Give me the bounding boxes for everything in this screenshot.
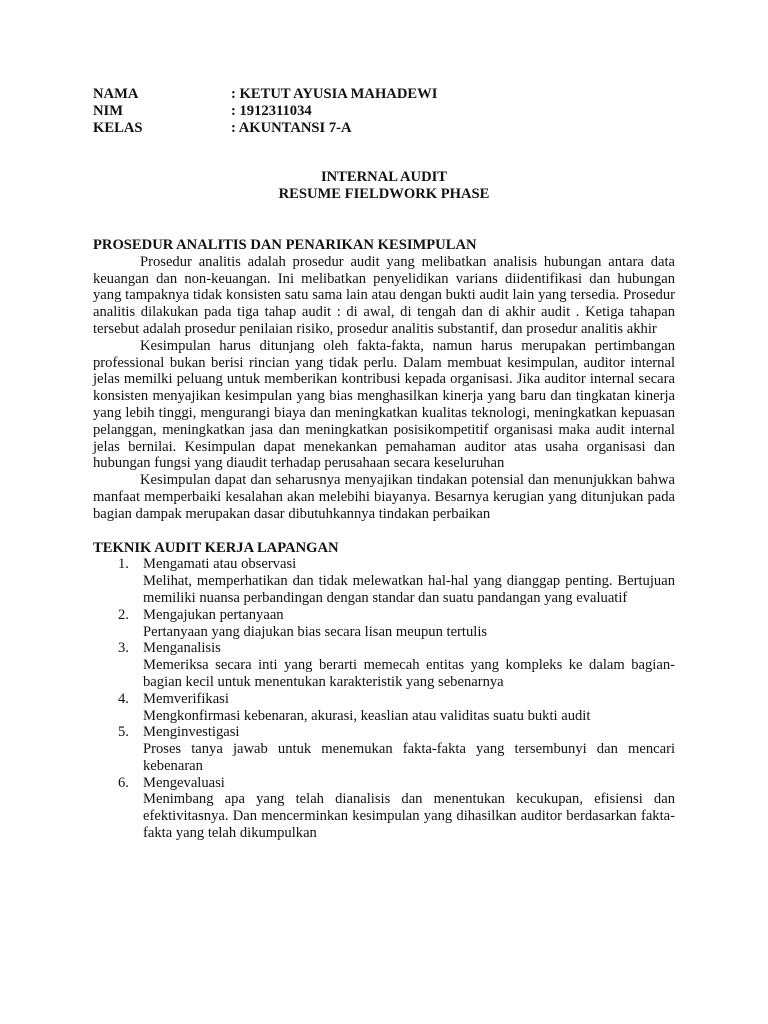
list-item: [93, 556, 675, 606]
list-item-description: Mengkonfirmasi kebenaran, akurasi, keaslian atau validitas suatu bukti audit: [143, 707, 591, 724]
list-item-title: Menginvestigasi: [143, 724, 240, 741]
section-heading-analytical-procedures: PROSEDUR ANALITIS DAN PENARIKAN KESIMPULAN: [93, 236, 477, 253]
list-item-number: 2.: [118, 606, 129, 623]
list-item-number: 3.: [118, 640, 129, 657]
list-item-title: Mengamati atau observasi: [143, 556, 297, 573]
list-item-description: Melihat, memperhatikan dan tidak melewatkan hal-hal yang dianggap penting. Bertujuan memiliki nuansa perbandingan dengan standar dan suatu pandangan yang evaluatif: [143, 573, 675, 606]
list-item-description: Memeriksa secara inti yang berarti memecah entitas yang kompleks ke dalam bagian-bagian kecil untuk menentukan karakteristik yang sebenarnya: [143, 657, 675, 690]
info-value-kelas: : AKUNTANSI 7-A: [231, 119, 352, 136]
list-item-description: Pertanyaan yang diajukan bias secara lisan meupun tertulis: [143, 623, 488, 640]
list-item-title: Memverifikasi: [143, 690, 229, 707]
info-label-nama: NAMA: [93, 86, 139, 102]
paragraph: Kesimpulan dapat dan seharusnya menyajikan tindakan potensial dan menunjukkan bahwa manfaat memperbaiki kesalahan akan melebihi biayanya. Besarnya kerugian yang ditunjukan pada bagian dampak merupakan dasar dibutuhkannya tindakan perbaikan: [93, 472, 675, 522]
technique-list: [93, 556, 675, 842]
document-body: [93, 86, 675, 842]
document-title: INTERNAL AUDIT: [320, 169, 448, 186]
paragraph: Kesimpulan harus ditunjang oleh fakta-fakta, namun harus merupakan pertimbangan professional bukan berisi rincian yang tidak perlu. Dalam membuat kesimpulan, auditor internal jelas memilki peluang untuk memberikan kontribusi kepada organisasi. Jika auditor internal secara konsisten menyajikan kesimpulan yang bias menghasilkan kinerja yang baru dan tingkatan kinerja yang lebih tinggi, mengurangi biaya dan meningkatkan kualitas teknologi, meningkatkan kepuasan pelanggan, meningkatkan jasa dan meningkatkan posisikompetitif organisasi maka audit internal jelas bernilai. Kesimpulan dapat menekankan pemahaman auditor atas usaha organisasi dan hubungan fungsi yang diaudit terhadap perusahaan secara keseluruhan: [93, 337, 675, 472]
info-value-nim: : 1912311034: [231, 102, 312, 119]
student-info: [93, 86, 675, 136]
list-item-title: Mengevaluasi: [143, 774, 225, 791]
list-item: [93, 724, 675, 774]
list-item: [93, 775, 675, 842]
info-label-kelas: KELAS: [93, 119, 143, 136]
list-item: [93, 640, 675, 690]
list-item: [93, 691, 675, 725]
list-item-number: 1.: [118, 556, 129, 573]
document-titles: [93, 169, 675, 203]
list-item-description: Menimbang apa yang telah dianalisis dan menentukan kecukupan, efisiensi dan efektivitasnya. Dan mencerminkan kesimpulan yang dihasilkan auditor berdasarkan fakta-fakta yang telah dikumpulkan: [143, 791, 675, 842]
info-label-nim: NIM: [93, 102, 123, 119]
paragraph: Prosedur analitis adalah prosedur audit yang melibatkan analisis hubungan antara data keuangan dan non-keuangan. Ini melibatkan penyelidikan varians diidentifikasi dan hubungan yang tampaknya tidak konsisten satu sama lain atau dengan bukti audit lain yang tersedia. Prosedur analitis dilakukan pada tiga tahap audit : di awal, di tengah dan di akhir audit . Ketiga tahapan tersebut adalah prosedur penilaian risiko, prosedur analitis substantif, dan prosedur analitis akhir: [93, 253, 675, 337]
list-item-description: Proses tanya jawab untuk menemukan fakta-fakta yang tersembunyi dan mencari kebenaran: [143, 741, 675, 774]
list-item-number: 6.: [118, 774, 129, 791]
list-item-title: Menganalisis: [143, 640, 221, 657]
list-item-title: Mengajukan pertanyaan: [143, 606, 284, 623]
list-item-number: 5.: [118, 724, 129, 741]
list-item-number: 4.: [118, 690, 129, 707]
document-subtitle: RESUME FIELDWORK PHASE: [278, 186, 490, 203]
info-value-nama: : KETUT AYUSIA MAHADEWI: [231, 86, 438, 102]
list-item: [93, 607, 675, 641]
section-heading-fieldwork-techniques: TEKNIK AUDIT KERJA LAPANGAN: [93, 539, 339, 556]
